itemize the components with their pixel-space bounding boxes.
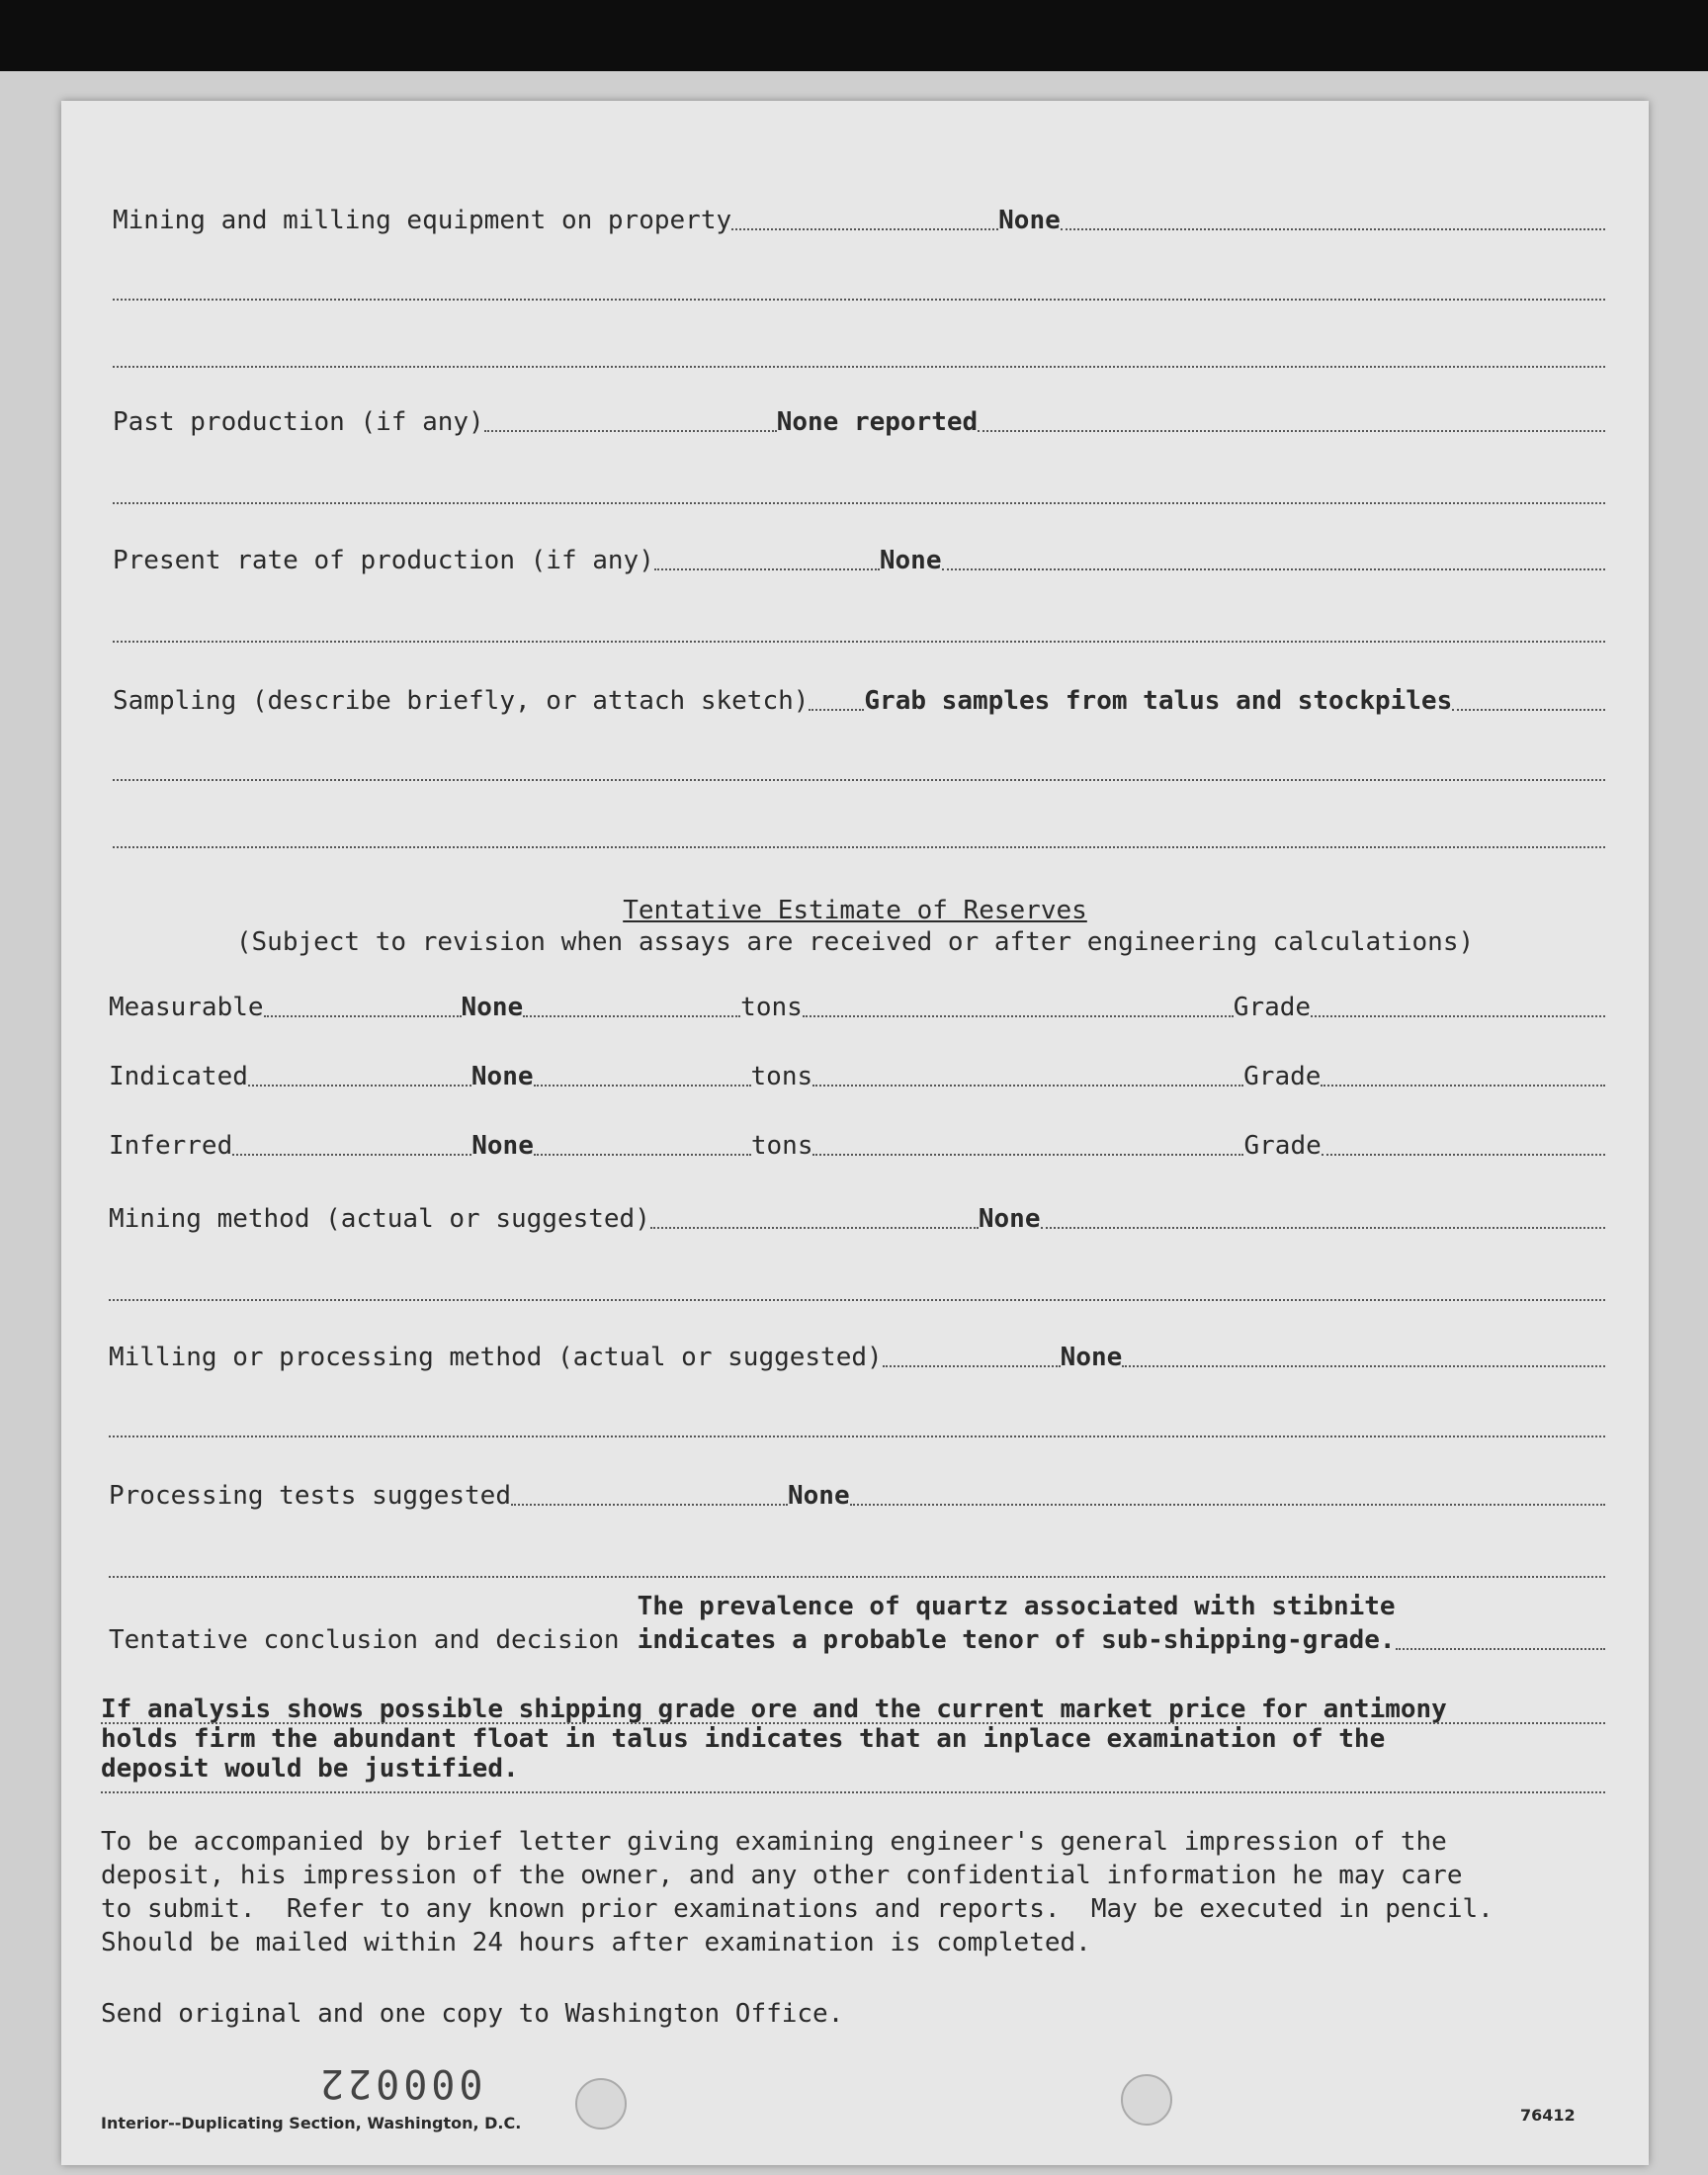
past-production-row bbox=[113, 407, 1605, 437]
reserves-title: Tentative Estimate of Reserves bbox=[623, 896, 1087, 925]
reserve-row-inferred bbox=[109, 1131, 1605, 1161]
grade-label: Grade bbox=[1233, 993, 1312, 1022]
sampling-row bbox=[113, 686, 1605, 716]
punch-hole-right bbox=[1121, 2074, 1172, 2126]
reserve-label: Measurable bbox=[109, 993, 264, 1022]
conclusion-line2: indicates a probable tenor of sub-shipping-grade. bbox=[637, 1625, 1396, 1655]
conclusion-label: Tentative conclusion and decision bbox=[109, 1625, 620, 1655]
reserve-row-measurable bbox=[109, 993, 1605, 1022]
form-number: 76412 bbox=[1520, 2106, 1576, 2125]
reserves-subtitle: (Subject to revision when assays are received or after engineering calculations) bbox=[235, 927, 1475, 957]
page-stamp-number: 000022 bbox=[316, 2060, 483, 2106]
tons-label: tons bbox=[740, 993, 803, 1022]
reserve-value: None bbox=[470, 1062, 534, 1091]
reserve-value: None bbox=[471, 1131, 534, 1161]
processing-tests-row bbox=[109, 1481, 1605, 1511]
tons-label: tons bbox=[750, 1131, 813, 1161]
present-rate-label: Present rate of production (if any) bbox=[113, 546, 654, 575]
sampling-value: Grab samples from talus and stockpiles bbox=[864, 686, 1453, 716]
send-note: Send original and one copy to Washington Office. bbox=[101, 1999, 844, 2029]
conclusion-line1-row bbox=[109, 1592, 1605, 1621]
mining-method-row bbox=[109, 1204, 1605, 1234]
milling-method-value: None bbox=[1060, 1343, 1123, 1372]
reserve-label: Indicated bbox=[109, 1062, 248, 1091]
mining-equipment-label: Mining and milling equipment on property bbox=[113, 206, 732, 235]
conclusion-line1: The prevalence of quartz associated with stibnite bbox=[637, 1592, 1396, 1621]
sampling-label: Sampling (describe briefly, or attach sketch) bbox=[113, 686, 810, 716]
milling-method-row bbox=[109, 1343, 1605, 1372]
form-page bbox=[61, 101, 1649, 2165]
conclusion-paragraph: If analysis shows possible shipping grade ore and the current market price for antimony holds firm the abundant float in talus indicates that an inplace examination of the deposit would be justified. bbox=[101, 1695, 1447, 1784]
scanner-top-border bbox=[0, 0, 1708, 71]
present-rate-row bbox=[113, 546, 1605, 575]
grade-label: Grade bbox=[1243, 1062, 1322, 1091]
printer-credit: Interior--Duplicating Section, Washington, D.C. bbox=[101, 2114, 522, 2132]
milling-method-label: Milling or processing method (actual or suggested) bbox=[109, 1343, 883, 1372]
grade-label: Grade bbox=[1243, 1131, 1322, 1161]
mining-equipment-value: None bbox=[998, 206, 1061, 235]
tons-label: tons bbox=[750, 1062, 813, 1091]
reserve-label: Inferred bbox=[109, 1131, 233, 1161]
processing-tests-label: Processing tests suggested bbox=[109, 1481, 511, 1511]
punch-hole-left bbox=[575, 2078, 627, 2130]
instructions-paragraph: To be accompanied by brief letter giving examining engineer's general impression of the deposit, his impression of the owner, and any other confidential information he may care to submit. Refer to any known prior examinations and reports. May be executed in pencil. Should be mailed within 24 hours after examination is completed. bbox=[101, 1827, 1494, 1958]
mining-method-label: Mining method (actual or suggested) bbox=[109, 1204, 650, 1234]
present-rate-value: None bbox=[879, 546, 942, 575]
mining-equipment-row bbox=[113, 206, 1605, 235]
processing-tests-value: None bbox=[788, 1481, 850, 1511]
past-production-label: Past production (if any) bbox=[113, 407, 484, 437]
past-production-value: None reported bbox=[776, 407, 979, 437]
reserve-value: None bbox=[461, 993, 524, 1022]
mining-method-value: None bbox=[978, 1204, 1041, 1234]
reserve-row-indicated bbox=[109, 1062, 1605, 1091]
conclusion-row bbox=[109, 1625, 1605, 1655]
